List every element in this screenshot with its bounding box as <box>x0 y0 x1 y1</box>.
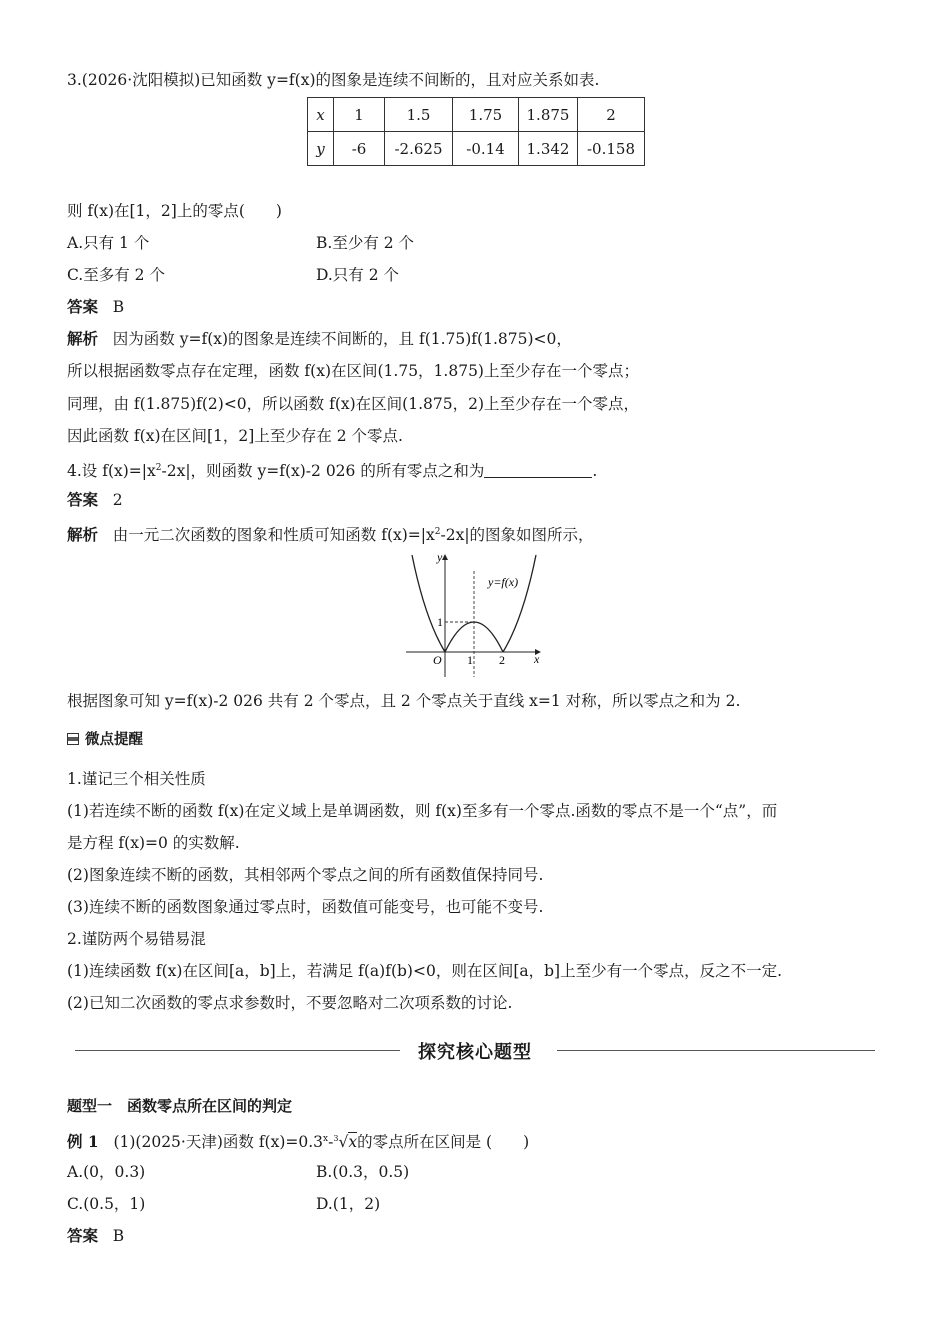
q3-answer <box>67 297 875 317</box>
analysis-label: 解析 <box>67 329 99 348</box>
tips-item: (1)连续函数 f(x)在区间[a，b]上，若满足 f(a)f(b)<0，则在区间[a，b]上至少有一个零点，反之不一定. <box>67 962 783 980</box>
example-text: 的零点所在区间是 ( ) <box>357 1133 530 1152</box>
table-cell: 1 <box>334 98 385 132</box>
table-cell: -0.14 <box>453 132 519 166</box>
q4-stem <box>67 458 875 481</box>
answer-blank <box>484 463 592 478</box>
q4-stem-part: -2x|，则函数 y=f(x)-2 026 的所有零点之和为 <box>161 462 485 481</box>
table-cell: -0.158 <box>578 132 645 166</box>
table-cell: y <box>308 132 334 166</box>
q4-stem-part: 4.设 f(x)=|x <box>67 462 156 481</box>
example-minus: - <box>328 1133 334 1152</box>
tips-item: 是方程 f(x)=0 的实数解. <box>67 834 240 852</box>
example-exponent: x <box>323 1134 329 1144</box>
y-axis-label: y <box>437 550 443 564</box>
analysis-label: 解析 <box>67 525 99 545</box>
q3-analysis-4: 因此函数 f(x)在区间[1，2]上至少存在 2 个零点. <box>67 427 403 445</box>
y-tick-1: 1 <box>437 615 443 629</box>
tips-title: 微点提醒 <box>85 732 143 748</box>
type1-answer <box>67 1226 875 1246</box>
answer-value: B <box>112 298 125 316</box>
tips-item: (3)连续不断的函数图象通过零点时，函数值可能变号，也可能不变号. <box>67 898 544 916</box>
q4-analysis <box>67 522 875 545</box>
table-cell: 1.75 <box>453 98 519 132</box>
tips-heading <box>67 730 875 750</box>
radicand: x <box>348 1133 358 1152</box>
option-a: A.(0，0.3) <box>67 1163 146 1181</box>
q4-stem-end: . <box>592 462 598 481</box>
option-c: C.至多有 2 个 <box>67 266 165 284</box>
curve-left-branch <box>412 555 445 652</box>
option-b: B.(0.3，0.5) <box>316 1163 410 1181</box>
x-tick-1: 1 <box>467 653 473 667</box>
q3-options-row-1 <box>67 233 875 253</box>
root-index: 3 <box>333 1134 339 1143</box>
q3-analysis-3: 同理，由 f(1.875)f(2)<0，所以函数 f(x)在区间(1.875，2)上至少存在一个零点， <box>67 395 640 413</box>
answer-label: 答案 <box>67 1226 99 1245</box>
option-d: D.只有 2 个 <box>316 266 400 284</box>
example-1 <box>67 1129 875 1152</box>
q4-conclusion: 根据图象可知 y=f(x)-2 026 共有 2 个零点，且 2 个零点关于直线 x=1 对称，所以零点之和为 2. <box>67 692 741 710</box>
table-cell: -6 <box>334 132 385 166</box>
radical-icon: √ <box>338 1133 349 1152</box>
example-text: (1)(2025·天津)函数 f(x)=0.3 <box>113 1133 324 1152</box>
section-title: 探究核心题型 <box>418 1042 532 1063</box>
type1-options-row-2 <box>67 1194 875 1214</box>
analysis-text: -2x|的图象如图所示， <box>440 526 594 545</box>
tips-item: 2.谨防两个易错易混 <box>67 930 206 948</box>
q3-analysis-2: 所以根据函数零点存在定理，函数 f(x)在区间(1.75，1.875)上至少存在一个零点； <box>67 362 639 380</box>
curve-label: y=f(x) <box>488 575 519 589</box>
table-cell: 1.875 <box>519 98 578 132</box>
section-banner <box>75 1036 875 1066</box>
banner-rule-right <box>557 1050 875 1051</box>
tips-item: 1.谨记三个相关性质 <box>67 770 206 788</box>
origin-label: O <box>433 653 442 667</box>
answer-value: B <box>112 1227 125 1245</box>
answer-value: 2 <box>112 491 123 509</box>
q3-analysis-1 <box>67 329 875 349</box>
q3-table <box>307 97 645 166</box>
q3-options-row-2 <box>67 265 875 285</box>
table-cell: -2.625 <box>385 132 453 166</box>
tips-icon <box>67 733 79 745</box>
tips-item: (2)图象连续不断的函数，其相邻两个零点之间的所有函数值保持同号. <box>67 866 544 884</box>
table-cell: x <box>308 98 334 132</box>
analysis-text: 因为函数 y=f(x)的图象是连续不间断的，且 f(1.75)f(1.875)<0， <box>112 330 572 348</box>
option-c: C.(0.5，1) <box>67 1195 146 1213</box>
q3-stem: 3.(2026·沈阳模拟)已知函数 y=f(x)的图象是连续不间断的，且对应关系如表. <box>67 71 600 89</box>
curve-right-branch <box>503 555 536 652</box>
table-row <box>308 98 645 132</box>
x-tick-2: 2 <box>499 653 505 667</box>
tips-item: (2)已知二次函数的零点求参数时，不要忽略对二次项系数的讨论. <box>67 994 513 1012</box>
answer-label: 答案 <box>67 297 99 316</box>
function-graph <box>404 549 554 681</box>
option-d: D.(1，2) <box>316 1195 381 1213</box>
analysis-text: 由一元二次函数的图象和性质可知函数 f(x)=|x <box>112 526 435 545</box>
table-row <box>308 132 645 166</box>
tips-item: (1)若连续不断的函数 f(x)在定义域上是单调函数，则 f(x)至多有一个零点.函数的零点不是一个“点”，而 <box>67 802 778 820</box>
example-label: 例 1 <box>67 1132 99 1152</box>
option-b: B.至少有 2 个 <box>316 234 415 252</box>
table-cell: 1.342 <box>519 132 578 166</box>
analysis-exponent: 2 <box>434 527 441 537</box>
q4-stem-exponent: 2 <box>155 463 162 473</box>
type1-heading: 题型一 函数零点所在区间的判定 <box>67 1097 293 1115</box>
x-axis-label: x <box>534 652 540 666</box>
table-cell: 1.5 <box>385 98 453 132</box>
type1-options-row-1 <box>67 1162 875 1182</box>
option-a: A.只有 1 个 <box>67 234 150 252</box>
q4-answer <box>67 490 875 510</box>
table-cell: 2 <box>578 98 645 132</box>
q3-question: 则 f(x)在[1，2]上的零点( ) <box>67 202 282 220</box>
answer-label: 答案 <box>67 490 99 509</box>
